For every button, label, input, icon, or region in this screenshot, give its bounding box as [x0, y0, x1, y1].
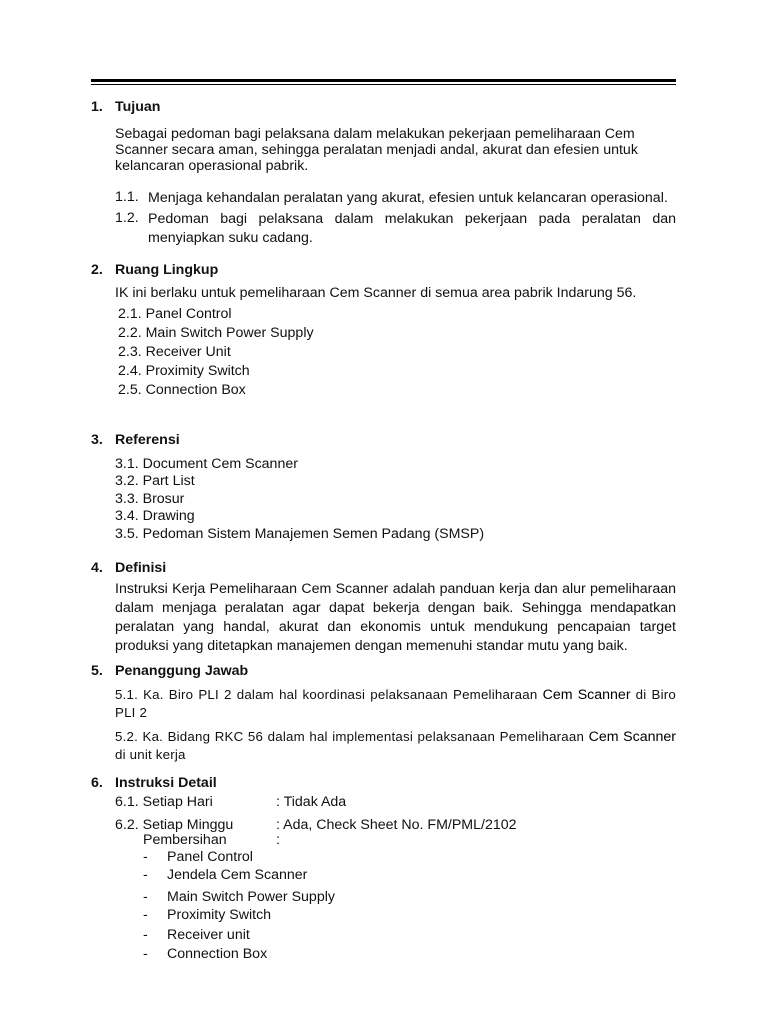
section-4-text: Instruksi Kerja Pemeliharaan Cem Scanner adalah panduan kerja dan alur pemeliharaan dalam menjaga peralatan agar dapat bekerja dengan baik. Sehingga mendapatkan peralatan yang handal, akurat dan ekonomis untuk mendukung pencapaian target produksi yang ditetapkan manajemen dengan memenuhi standar mutu yang baik.: [115, 581, 676, 654]
section-5-number: 5.: [91, 663, 103, 679]
section-2-title: Ruang Lingkup: [115, 262, 219, 278]
section-1-item-1: [115, 189, 676, 208]
section-2-item: 2.1. Panel Control: [118, 306, 232, 322]
item-text: Menjaga kehandalan peralatan yang akurat, efesien untuk kelancaran operasional.: [148, 190, 668, 206]
detail-row-label: Pembersihan: [143, 832, 227, 848]
section-2-number: 2.: [91, 262, 103, 278]
section-3-item: 3.5. Pedoman Sistem Manajemen Semen Padang (SMSP): [115, 526, 485, 542]
section-3-item: 3.2. Part List: [115, 473, 195, 489]
section-1-title: Tujuan: [115, 99, 161, 115]
item-number: 1.2.: [115, 210, 139, 226]
item-text-end: di Biro PLI 2: [115, 687, 676, 720]
section-6-heading: [91, 775, 217, 791]
detail-list-item: Receiver unit: [167, 927, 250, 943]
detail-row-value: :: [276, 832, 280, 848]
section-1-number: 1.: [91, 99, 103, 115]
section-6-title: Instruksi Detail: [115, 775, 217, 791]
item-text: 5.1. Ka. Biro PLI 2 dalam hal koordinasi pelaksanaan Pemeliharaan: [115, 687, 538, 702]
bullet-dash: -: [143, 889, 148, 905]
section-4-heading: [91, 560, 166, 576]
section-2-intro: IK ini berlaku untuk pemeliharaan Cem Scanner di semua area pabrik Indarung 56.: [115, 285, 637, 301]
detail-row-label: 6.1. Setiap Hari: [115, 794, 213, 810]
section-4-number: 4.: [91, 560, 103, 576]
detail-list-item: Panel Control: [167, 849, 253, 865]
section-5-title: Penanggung Jawab: [115, 663, 249, 679]
item-equipment: Cem Scanner: [588, 729, 676, 745]
detail-row-value: : Tidak Ada: [276, 794, 347, 810]
detail-list-item: Proximity Switch: [167, 907, 272, 923]
section-2-item: 2.5. Connection Box: [118, 382, 246, 398]
section-2-item: 2.4. Proximity Switch: [118, 363, 250, 379]
bullet-dash: -: [143, 867, 148, 883]
item-equipment: Cem Scanner: [542, 687, 631, 703]
section-1-intro: Sebagai pedoman bagi pelaksana dalam melakukan pekerjaan pemeliharaan Cem Scanner secara aman, sehingga peralatan menjadi andal, akurat dan efesien untuk kelancaran operasional pabrik.: [115, 126, 638, 174]
bullet-dash: -: [143, 946, 148, 962]
section-2-item: 2.2. Main Switch Power Supply: [118, 325, 314, 341]
header-rule-thin: [91, 84, 676, 85]
section-1-item-2: [115, 210, 676, 248]
section-3-item: 3.1. Document Cem Scanner: [115, 456, 298, 472]
detail-list-item: Connection Box: [167, 946, 268, 962]
bullet-dash: -: [143, 927, 148, 943]
bullet-dash: -: [143, 907, 148, 923]
detail-row-label: 6.2. Setiap Minggu: [115, 817, 234, 833]
item-text-end: di unit kerja: [115, 747, 186, 762]
section-1-heading: [91, 99, 160, 115]
section-3-title: Referensi: [115, 432, 180, 448]
bullet-dash: -: [143, 849, 148, 865]
detail-list-item: Jendela Cem Scanner: [167, 867, 308, 883]
detail-list-item: Main Switch Power Supply: [167, 889, 335, 905]
section-5-heading: [91, 663, 248, 679]
item-number: 1.1.: [115, 189, 139, 205]
detail-row-value: : Ada, Check Sheet No. FM/PML/2102: [276, 817, 517, 833]
section-2-item: 2.3. Receiver Unit: [118, 344, 231, 360]
section-3-heading: [91, 432, 180, 448]
section-3-item: 3.3. Brosur: [115, 491, 185, 507]
section-6-number: 6.: [91, 775, 103, 791]
item-text: 5.2. Ka. Bidang RKC 56 dalam hal implementasi pelaksanaan Pemeliharaan: [115, 729, 585, 744]
section-5-item-1: [115, 686, 676, 721]
header-rule-thick: [91, 79, 676, 82]
section-4-title: Definisi: [115, 560, 167, 576]
section-3-item: 3.4. Drawing: [115, 508, 195, 524]
item-text: Pedoman bagi pelaksana dalam melakukan pekerjaan pada peralatan dan menyiapkan suku cadang.: [148, 211, 676, 246]
section-3-number: 3.: [91, 432, 103, 448]
section-5-item-2: [115, 728, 676, 763]
section-2-heading: [91, 262, 218, 278]
